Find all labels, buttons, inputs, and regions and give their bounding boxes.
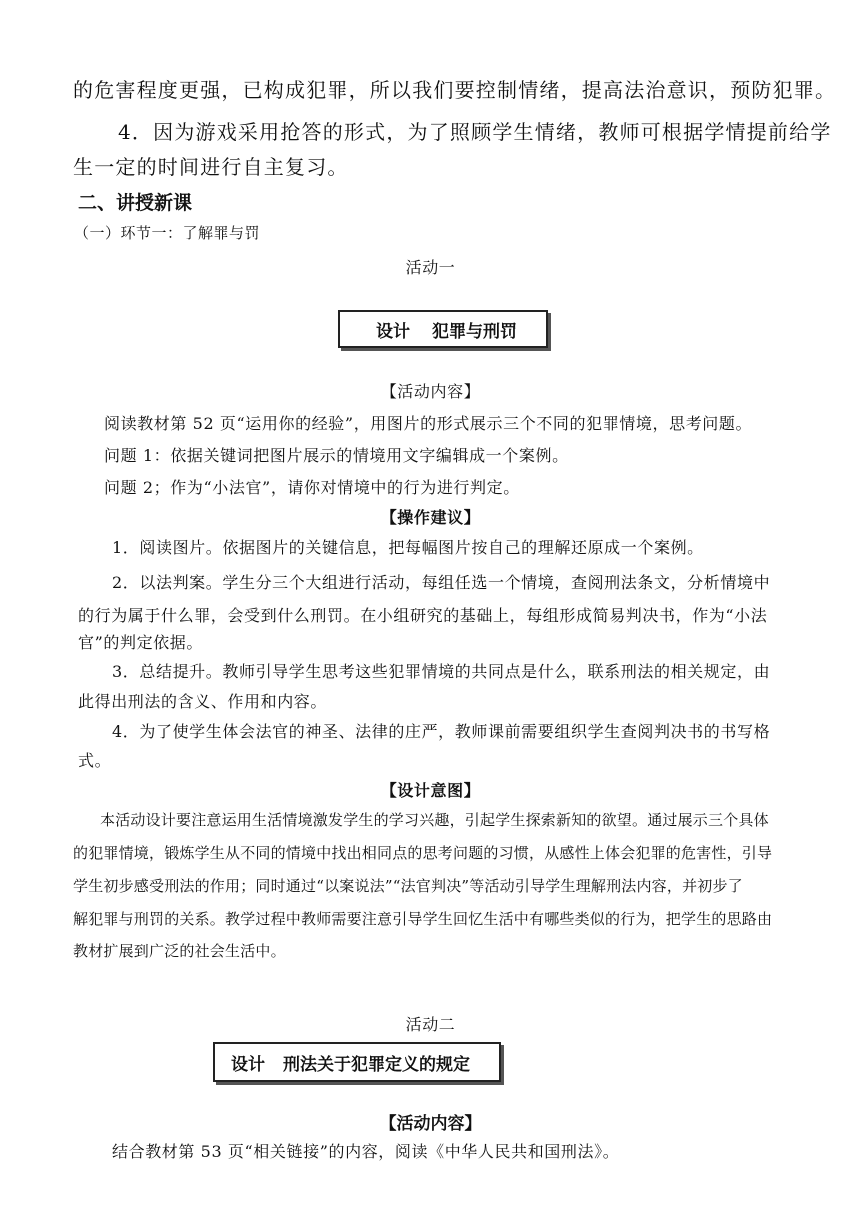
activity1-content-line-1: 阅读教材第 52 页“运用你的经验”，用图片的形式展示三个不同的犯罪情境，思考问题。: [104, 414, 753, 433]
activity2-content-line: 结合教材第 53 页“相关链接”的内容，阅读《中华人民共和国刑法》。: [112, 1142, 620, 1161]
intro-line-3: 生一定的时间进行自主复习。: [73, 155, 349, 179]
activity1-intent-heading: 【设计意图】: [380, 781, 481, 800]
intro-line-2: 4．因为游戏采用抢答的形式，为了照顾学生情绪，教师可根据学情提前给学: [118, 120, 832, 144]
activity1-suggest-line-4: 官”的判定依据。: [78, 633, 203, 652]
activity2-box-label: 设计: [231, 1054, 265, 1075]
activity1-content-line-3: 问题 2；作为“小法官”，请你对情境中的行为进行判定。: [104, 478, 520, 497]
activity1-suggest-heading: 【操作建议】: [380, 508, 481, 527]
activity1-suggest-line-8: 式。: [78, 751, 112, 770]
activity1-intent-line-3: 学生初步感受刑法的作用；同时通过“以案说法”“法官判决”等活动引导学生理解刑法内容，并初步了: [73, 877, 743, 895]
activity1-suggest-line-6: 此得出刑法的含义、作用和内容。: [78, 692, 328, 711]
activity1-title: 活动一: [405, 258, 456, 277]
activity1-intent-line-4: 解犯罪与刑罚的关系。教学过程中教师需要注意引导学生回忆生活中有哪些类似的行为，把学生的思路由: [73, 910, 773, 928]
activity1-design-box: [338, 310, 548, 348]
activity1-intent-line-1: 本活动设计要注意运用生活情境激发学生的学习兴趣，引起学生探索新知的欲望。通过展示三个具体: [100, 811, 769, 829]
activity2-design-box: [213, 1042, 501, 1082]
activity1-suggest-line-5: 3．总结提升。教师引导学生思考这些犯罪情境的共同点是什么，联系刑法的相关规定，由: [112, 662, 771, 681]
activity1-content-heading: 【活动内容】: [380, 382, 481, 401]
activity2-box-text: 刑法关于犯罪定义的规定: [283, 1054, 470, 1075]
subsection-title: （一）环节一：了解罪与罚: [74, 224, 261, 242]
activity1-box-text: 犯罪与刑罚: [432, 321, 517, 342]
activity1-suggest-line-3: 的行为属于什么罪，会受到什么刑罚。在小组研究的基础上，每组形成简易判决书，作为“小法: [78, 606, 768, 625]
activity1-box-label: 设计: [376, 321, 410, 342]
activity1-intent-line-5: 教材扩展到广泛的社会生活中。: [73, 942, 286, 960]
activity1-content-line-2: 问题 1：依据关键词把图片展示的情境用文字编辑成一个案例。: [104, 446, 569, 465]
intro-line-1: 的危害程度更强，已构成犯罪，所以我们要控制情绪，提高法治意识，预防犯罪。: [73, 78, 837, 102]
activity1-suggest-line-2: 2．以法判案。学生分三个大组进行活动，每组任选一个情境，查阅刑法条文，分析情境中: [112, 573, 771, 592]
activity1-suggest-line-1: 1．阅读图片。依据图片的关键信息，把每幅图片按自己的理解还原成一个案例。: [112, 538, 704, 557]
activity1-intent-line-2: 的犯罪情境，锻炼学生从不同的情境中找出相同点的思考问题的习惯，从感性上体会犯罪的危害性，引导: [73, 844, 773, 862]
activity2-content-heading: 【活动内容】: [379, 1114, 482, 1134]
activity2-title: 活动二: [405, 1015, 456, 1034]
activity1-suggest-line-7: 4．为了使学生体会法官的神圣、法律的庄严，教师课前需要组织学生查阅判决书的书写格: [112, 722, 771, 741]
section-title: 二、讲授新课: [78, 192, 193, 214]
